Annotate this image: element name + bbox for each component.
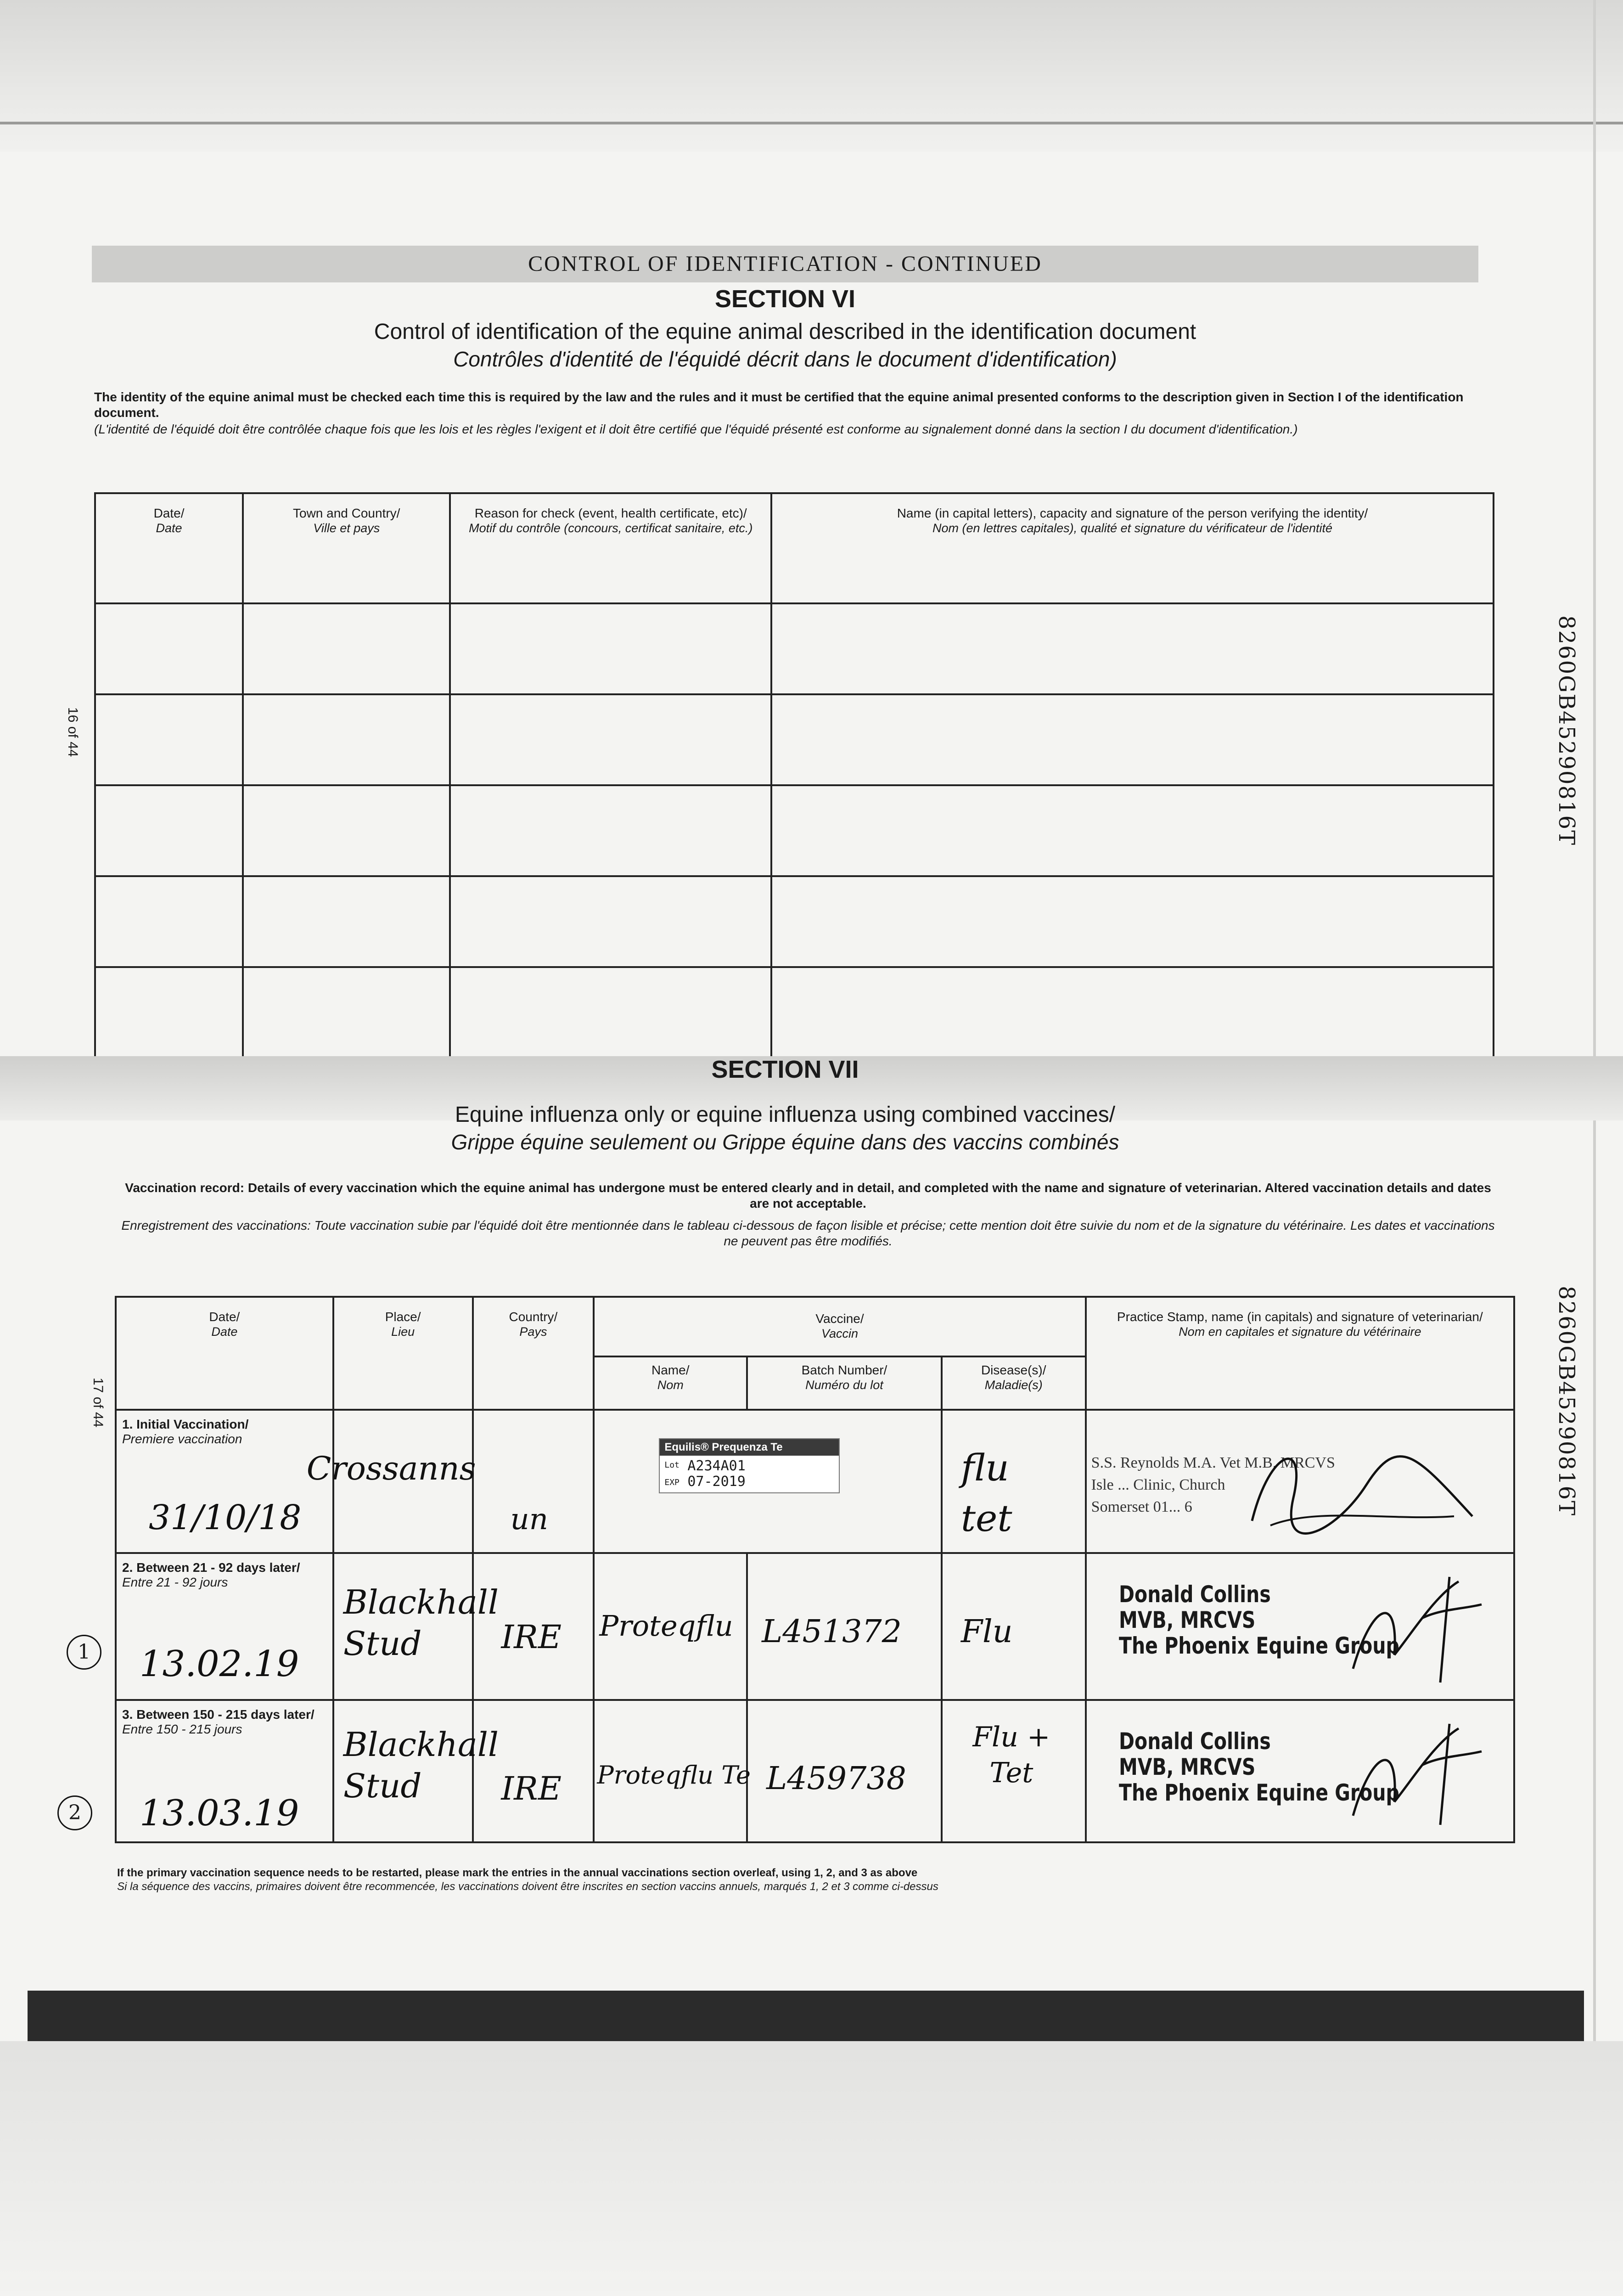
row3-date: 13.03.19 xyxy=(140,1793,299,1834)
row3-place: Blackhall Stud xyxy=(343,1725,499,1805)
sticker-brand: Equilis® Prequenza Te xyxy=(660,1439,839,1456)
row3-vet-stamp: Donald Collins MVB, MRCVS The Phoenix Equine Group xyxy=(1118,1728,1399,1806)
row2-date: 13.02.19 xyxy=(140,1643,299,1685)
row1-vet-stamp: S.S. Reynolds M.A. Vet M.B. MRCVS Isle ... Clinic, Church Somerset 01... 6 xyxy=(1091,1454,1335,1515)
col-batch: Batch Number/ Numéro du lot xyxy=(747,1356,942,1410)
table-row xyxy=(95,785,1494,876)
row1-vet-signature xyxy=(1215,1429,1491,1548)
section7-note-fr: Enregistrement des vaccinations: Toute vaccination subie par l'équidé doit être mentionnée dans le tableau ci-dessous de façon lisible et précise; cette mention doit être suivie du nom et de la signature du vétérinaire. Les dates et vaccinations ne peuvent pas être modifiés. xyxy=(121,1218,1495,1248)
scan-bottom-area xyxy=(0,2041,1623,2296)
table-row xyxy=(95,876,1494,967)
col-disease: Disease(s)/ Maladie(s) xyxy=(942,1356,1086,1410)
sticker-lot: A234A01 xyxy=(687,1458,746,1474)
row3-marker: 2 xyxy=(57,1795,92,1830)
row2-vet-stamp: Donald Collins MVB, MRCVS The Phoenix Equine Group xyxy=(1118,1581,1399,1659)
row1-country: un xyxy=(510,1503,548,1536)
identity-check-table xyxy=(94,492,1494,1059)
row2-vet-signature xyxy=(1344,1563,1495,1692)
sticker-exp: 07-2019 xyxy=(687,1474,746,1490)
row1-disease: flu tet xyxy=(960,1446,1012,1540)
row3-vet-signature xyxy=(1344,1710,1495,1834)
col-vaccine-name: Name/ Nom xyxy=(594,1356,747,1410)
col-date: Date/ Date xyxy=(95,493,243,603)
section7-heading-fr: Grippe équine seulement ou Grippe équine dans des vaccins combinés xyxy=(451,1130,1119,1154)
section6-note-en: The identity of the equine animal must be checked each time this is required by the law and the rules and it must be certified that the equine animal presented conforms to the description given in Section I of the identification document. xyxy=(94,390,1464,420)
side-code-bottom: 8260GB45290816T xyxy=(1554,1286,1579,1517)
table-row xyxy=(116,1410,1514,1553)
row2-place: Blackhall Stud xyxy=(343,1583,499,1663)
row2-label-fr: Entre 21 - 92 jours xyxy=(122,1575,228,1589)
col-country: Country/ Pays xyxy=(473,1297,594,1410)
section6-heading-en: Control of identification of the equine animal described in the identification document xyxy=(374,320,1196,344)
row2-batch: L451372 xyxy=(762,1614,902,1650)
side-code-top: 8260GB45290816T xyxy=(1554,615,1579,846)
row3-batch: L459738 xyxy=(766,1761,906,1797)
row1-label-fr: Premiere vaccination xyxy=(122,1432,242,1446)
row3-vaccine-name: Proteqflu Te xyxy=(597,1761,751,1790)
col-reason: Reason for check (event, health certificate, etc)/ Motif du contrôle (concours, certificat sanitaire, etc.) xyxy=(450,493,771,603)
row2-vaccine-name: Proteqflu xyxy=(599,1609,733,1643)
section7-heading-en: Equine influenza only or equine influenza using combined vaccines/ xyxy=(455,1103,1116,1127)
col-place: Place/ Lieu xyxy=(333,1297,473,1410)
col-town-country: Town and Country/ Ville et pays xyxy=(243,493,450,603)
section6-heading-fr: Contrôles d'identité de l'équidé décrit dans le document d'identification) xyxy=(453,347,1117,371)
scan-top-shadow xyxy=(0,0,1623,152)
table-row xyxy=(95,694,1494,785)
section7-note-en: Vaccination record: Details of every vaccination which the equine animal has undergone must be entered clearly and in detail, and completed with the name and signature of veterinarian. Altered vaccination details and dates are not acceptable. xyxy=(125,1181,1491,1210)
vaccination-table xyxy=(115,1296,1515,1843)
footnote-en: If the primary vaccination sequence needs to be restarted, please mark the entries in the annual vaccinations section overleaf, using 1, 2, and 3 as above xyxy=(117,1867,918,1879)
section6-note-fr: (L'identité de l'équidé doit être contrôlée chaque fois que les lois et les règles l'exigent et il doit être certifié que l'équidé présenté est conforme au signalement donné dans la section I du document d'identification.) xyxy=(94,422,1298,436)
header-band: CONTROL OF IDENTIFICATION - CONTINUED xyxy=(528,252,1042,276)
section7-title: SECTION VII xyxy=(711,1056,859,1083)
vaccine-sticker xyxy=(659,1438,840,1493)
row2-disease: Flu xyxy=(960,1614,1013,1650)
scan-right-edge xyxy=(1593,0,1596,2296)
page-number-16: 16 of 44 xyxy=(65,707,80,757)
row2-label: 2. Between 21 - 92 days later/ xyxy=(122,1560,300,1575)
row1-label: 1. Initial Vaccination/ xyxy=(122,1417,249,1431)
row3-disease: Flu + Tet xyxy=(972,1721,1050,1789)
row3-label: 3. Between 150 - 215 days later/ xyxy=(122,1707,314,1722)
col-vaccine: Vaccine/ Vaccin xyxy=(594,1297,1085,1356)
page-number-17: 17 of 44 xyxy=(90,1378,106,1428)
sticker-lot-label: Lot xyxy=(664,1460,680,1470)
row3-label-fr: Entre 150 - 215 jours xyxy=(122,1722,242,1736)
col-verifier: Name (in capital letters), capacity and signature of the person verifying the identity/ Nom (en lettres capitales), qualité et signature du vérificateur de l'identité xyxy=(771,493,1494,603)
table-row xyxy=(116,1553,1514,1700)
scan-top-line xyxy=(0,122,1623,124)
col-vet: Practice Stamp, name (in capitals) and signature of veterinarian/ Nom en capitales et signature du vétérinaire xyxy=(1086,1297,1514,1410)
row2-marker: 1 xyxy=(67,1635,101,1670)
scan-bottom-bar xyxy=(28,1991,1584,2041)
table-row xyxy=(116,1700,1514,1842)
sticker-exp-label: EXP xyxy=(664,1478,680,1487)
table-row xyxy=(95,603,1494,694)
row1-place: Crossanns xyxy=(306,1450,476,1487)
section6-title: SECTION VI xyxy=(714,285,856,313)
col-date: Date/ Date xyxy=(116,1297,333,1410)
row2-country: IRE xyxy=(501,1618,562,1656)
row3-country: IRE xyxy=(501,1770,562,1807)
table-row xyxy=(95,967,1494,1058)
footnote-fr: Si la séquence des vaccins, primaires doivent être recommencée, les vaccinations doivent être inscrites en section vaccins annuels, marqués 1, 2 et 3 comme ci-dessus xyxy=(117,1880,938,1893)
row1-date: 31/10/18 xyxy=(149,1498,302,1537)
